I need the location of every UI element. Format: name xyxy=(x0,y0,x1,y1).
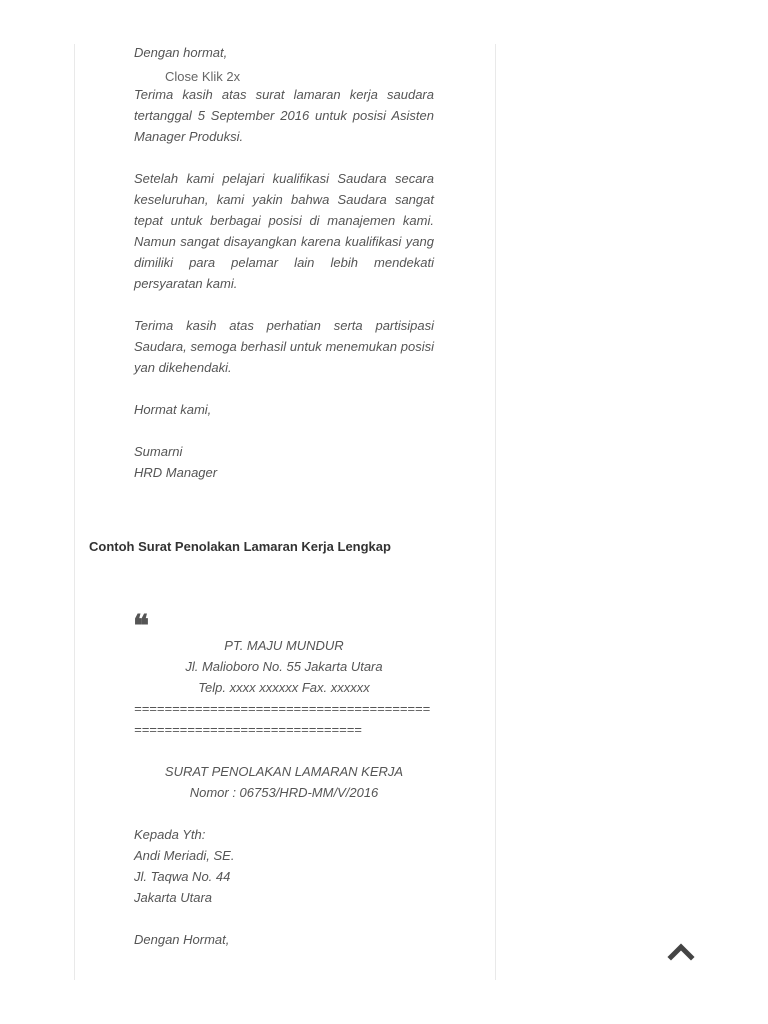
chevron-up-icon xyxy=(666,938,696,964)
letter-paragraph-1: Terima kasih atas surat lamaran kerja saudara tertanggal 5 September 2016 untuk posisi Asisten Manager Produksi. xyxy=(134,87,434,144)
letter-paragraph-2: Setelah kami pelajari kualifikasi Saudara secara keseluruhan, kami yakin bahwa Saudara sangat tepat untuk berbagai posisi di manajemen kami. Namun sangat disayangkan karena kualifikasi yang dimiliki para pelamar lain lebih mendekati persyaratan kami. xyxy=(134,171,434,291)
company-name: PT. MAJU MUNDUR xyxy=(224,638,344,653)
company-address: Jl. Malioboro No. 55 Jakarta Utara xyxy=(185,659,383,674)
letterhead-divider-2: ============================== xyxy=(134,722,362,737)
letter-closing: Hormat kami, xyxy=(134,402,212,417)
letter-paragraph-3: Terima kasih atas perhatian serta partisipasi Saudara, semoga berhasil untuk menemukan posisi yan dikehendaki. xyxy=(134,318,434,375)
quote-icon: ❝ xyxy=(133,609,150,644)
letter-signer-name: Sumarni xyxy=(134,444,183,459)
scroll-to-top-button[interactable] xyxy=(666,938,696,964)
letter-number: Nomor : 06753/HRD-MM/V/2016 xyxy=(189,785,379,800)
rejection-letter-example-1 xyxy=(134,42,434,483)
section-heading: Contoh Surat Penolakan Lamaran Kerja Lengkap xyxy=(89,539,391,554)
letter-signer-title: HRD Manager xyxy=(134,465,218,480)
letterhead-divider-1: ======================================= xyxy=(134,701,431,716)
recipient-street: Jl. Taqwa No. 44 xyxy=(134,869,231,884)
close-ad-link[interactable]: Close Klik 2x xyxy=(165,69,241,84)
recipient-city: Jakarta Utara xyxy=(134,890,213,905)
company-phone: Telp. xxxx xxxxxx Fax. xxxxxx xyxy=(198,680,370,695)
letter-title: SURAT PENOLAKAN LAMARAN KERJA xyxy=(164,764,404,779)
letter-salutation: Dengan hormat, xyxy=(134,45,228,60)
letter2-salutation: Dengan Hormat, xyxy=(134,932,230,947)
rejection-letter-example-2 xyxy=(134,635,434,950)
recipient-label: Kepada Yth: xyxy=(134,827,206,842)
recipient-name: Andi Meriadi, SE. xyxy=(134,848,235,863)
